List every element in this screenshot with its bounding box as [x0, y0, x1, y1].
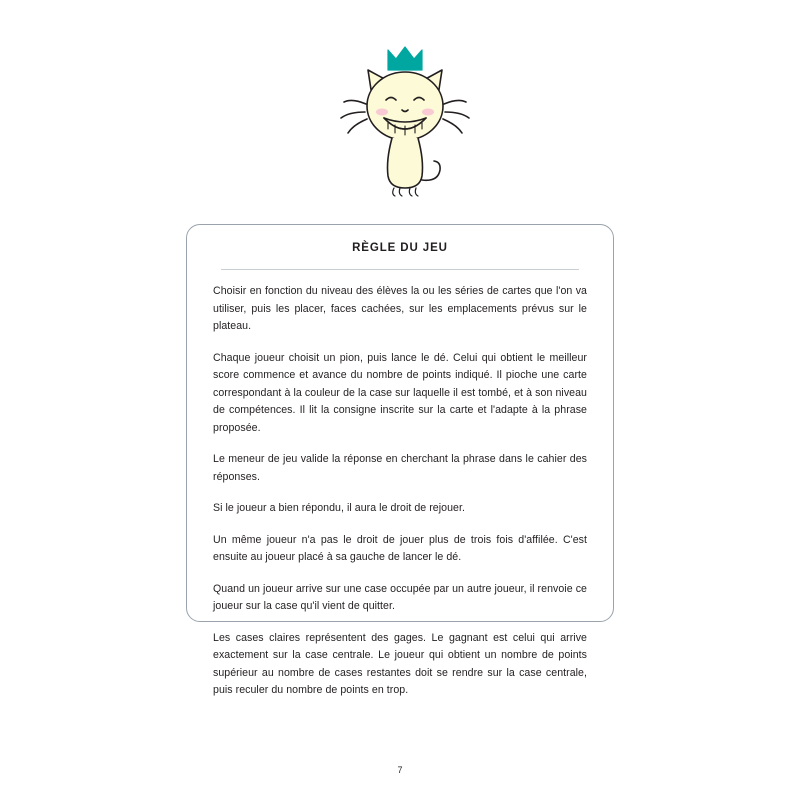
smiling-cat-with-crown-icon — [310, 30, 500, 200]
rules-text-body — [213, 283, 587, 696]
title-divider — [221, 269, 579, 270]
rules-paragraph: Un même joueur n'a pas le droit de jouer plus de trois fois d'affilée. C'est ensuite au joueur placé à sa gauche de lancer le dé. — [213, 533, 587, 563]
rules-paragraph: Si le joueur a bien répondu, il aura le droit de rejouer. — [213, 502, 465, 514]
rules-paragraph: Quand un joueur arrive sur une case occupée par un autre joueur, il renvoie ce joueur sur la case qu'il vient de quitter. — [213, 582, 587, 612]
rules-paragraph: Le meneur de jeu valide la réponse en cherchant la phrase dans le cahier des réponses. — [213, 453, 587, 483]
page-title: RÈGLE DU JEU — [352, 242, 448, 254]
rules-card — [186, 224, 614, 696]
rules-paragraph: Choisir en fonction du niveau des élèves la ou les séries de cartes que l'on va utiliser, puis les placer, faces cachées, sur les emplacements prévus sur le plateau. — [213, 285, 587, 332]
page-number: 7 — [397, 765, 403, 775]
rules-paragraph: Chaque joueur choisit un pion, puis lance le dé. Celui qui obtient le meilleur score commence et avance du nombre de points indiqué. Il pioche une carte correspondant à la couleur de la case sur laquelle il est tombé, et à son niveau de compétences. Il lit la consigne inscrite sur la carte et l'adapte à la phrase proposée. — [213, 351, 587, 434]
rules-paragraph: Les cases claires représentent des gages. Le gagnant est celui qui arrive exactement sur la case centrale. Le joueur qui obtient un nombre de points supérieur au nombre de cases restantes doit se rendre sur la case centrale, puis reculer du nombre de points en trop. — [213, 631, 587, 696]
